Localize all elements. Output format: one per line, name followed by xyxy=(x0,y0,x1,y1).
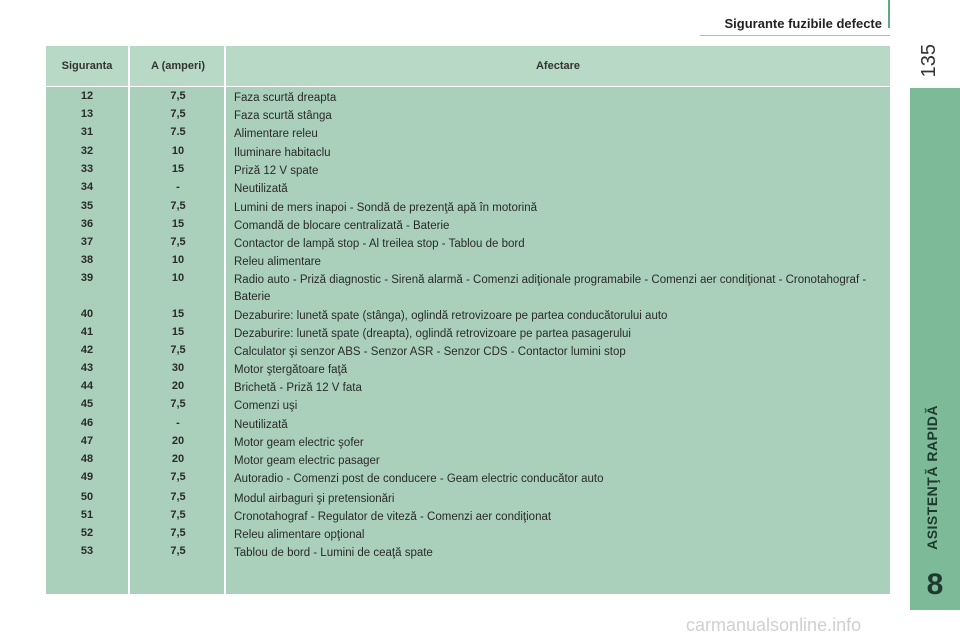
fuse-amperage: - xyxy=(176,417,180,429)
table-row xyxy=(46,145,890,163)
fuse-number: 34 xyxy=(80,181,94,193)
fuse-number: 33 xyxy=(80,163,94,175)
fuse-number: 31 xyxy=(80,126,94,138)
fuse-assignment: Releu alimentare xyxy=(234,256,321,268)
fuse-assignment: Contactor de lampă stop - Al treilea stop - Tablou de bord xyxy=(234,238,525,250)
fuse-amperage: 7,5 xyxy=(170,90,186,102)
header-divider xyxy=(700,35,890,36)
table-row xyxy=(46,344,890,362)
fuse-number: 40 xyxy=(80,308,94,320)
header-assignment: Afectare xyxy=(535,60,581,72)
section-label xyxy=(906,100,958,550)
fuse-table xyxy=(46,46,890,594)
table-row xyxy=(46,272,890,306)
fuse-amperage: 7.5 xyxy=(170,126,186,138)
table-row xyxy=(46,308,890,326)
fuse-number: 51 xyxy=(80,509,94,521)
fuse-assignment: Iluminare habitaclu xyxy=(234,147,331,159)
fuse-amperage: 15 xyxy=(171,163,185,175)
fuse-number: 48 xyxy=(80,453,94,465)
fuse-number: 39 xyxy=(80,272,94,284)
fuse-number: 46 xyxy=(80,417,94,429)
page-number: 135 xyxy=(918,44,940,78)
table-row xyxy=(46,491,890,509)
header-fuse: Siguranta xyxy=(61,60,113,72)
table-row xyxy=(46,181,890,199)
table-row xyxy=(46,254,890,272)
fuse-amperage: 7,5 xyxy=(170,200,186,212)
fuse-amperage: 15 xyxy=(171,326,185,338)
fuse-amperage: 7,5 xyxy=(170,471,186,483)
fuse-assignment: Calculator şi senzor ABS - Senzor ASR - Senzor CDS - Contactor lumini stop xyxy=(234,346,626,358)
fuse-number: 13 xyxy=(80,108,94,120)
table-row xyxy=(46,453,890,471)
fuse-number: 45 xyxy=(80,398,94,410)
table-row xyxy=(46,435,890,453)
fuse-number: 43 xyxy=(80,362,94,374)
table-row xyxy=(46,527,890,545)
watermark: carmanualsonline.info xyxy=(686,615,862,635)
fuse-amperage: 10 xyxy=(171,145,185,157)
fuse-amperage: 30 xyxy=(171,362,185,374)
fuse-number: 32 xyxy=(80,145,94,157)
fuse-assignment: Releu alimentare opţional xyxy=(234,529,365,541)
fuse-assignment: Neutilizată xyxy=(234,183,288,195)
fuse-amperage: 7,5 xyxy=(170,398,186,410)
fuse-assignment: Faza scurtă dreapta xyxy=(234,92,337,104)
fuse-assignment: Motor geam electric şofer xyxy=(234,437,364,449)
table-row xyxy=(46,218,890,236)
header-divider-line xyxy=(46,86,890,87)
fuse-number: 42 xyxy=(80,344,94,356)
fuse-assignment: Comandă de blocare centralizată - Baterie xyxy=(234,220,450,232)
fuse-assignment: Dezaburire: lunetă spate (dreapta), oglindă retrovizoare pe partea pasagerului xyxy=(234,328,631,340)
fuse-number: 47 xyxy=(80,435,94,447)
table-row xyxy=(46,163,890,181)
fuse-amperage: 7,5 xyxy=(170,545,186,557)
section-label-text: ASISTENŢĂ RAPIDĂ xyxy=(924,405,940,550)
table-row xyxy=(46,236,890,254)
table-row xyxy=(46,126,890,144)
fuse-amperage: 7,5 xyxy=(170,491,186,503)
fuse-assignment: Brichetă - Priză 12 V fata xyxy=(234,382,362,394)
fuse-assignment: Motor ştergătoare faţă xyxy=(234,364,348,376)
table-row xyxy=(46,509,890,527)
fuse-assignment: Motor geam electric pasager xyxy=(234,455,380,467)
fuse-assignment: Comenzi uşi xyxy=(234,400,298,412)
table-row xyxy=(46,398,890,416)
fuse-amperage: 15 xyxy=(171,308,185,320)
fuse-number: 53 xyxy=(80,545,94,557)
fuse-assignment: Priză 12 V spate xyxy=(234,165,319,177)
table-row xyxy=(46,471,890,489)
fuse-number: 35 xyxy=(80,200,94,212)
fuse-assignment: Autoradio - Comenzi post de conducere - Geam electric conducător auto xyxy=(234,473,604,485)
fuse-assignment: Modul airbaguri şi pretensionări xyxy=(234,493,395,505)
fuse-number: 41 xyxy=(80,326,94,338)
fuse-amperage: 7,5 xyxy=(170,527,186,539)
chapter-number: 8 xyxy=(910,560,960,610)
fuse-assignment: Alimentare releu xyxy=(234,128,318,140)
fuse-amperage: - xyxy=(176,181,180,193)
table-row xyxy=(46,90,890,108)
fuse-number: 50 xyxy=(80,491,94,503)
table-row xyxy=(46,200,890,218)
fuse-number: 36 xyxy=(80,218,94,230)
fuse-amperage: 20 xyxy=(171,453,185,465)
fuse-amperage: 10 xyxy=(171,272,185,284)
fuse-number: 44 xyxy=(80,380,94,392)
fuse-assignment: Faza scurtă stânga xyxy=(234,110,332,122)
fuse-number: 12 xyxy=(80,90,94,102)
header-accent-tick xyxy=(888,0,890,28)
fuse-assignment: Radio auto - Priză diagnostic - Sirenă alarmă - Comenzi adiţionale programabile - Comenzi aer condiţionat - Cronotahograf - Baterie xyxy=(234,274,867,303)
fuse-number: 52 xyxy=(80,527,94,539)
fuse-number: 37 xyxy=(80,236,94,248)
fuse-assignment: Dezaburire: lunetă spate (stânga), oglindă retrovizoare pe partea conducătorului auto xyxy=(234,310,668,322)
fuse-assignment: Cronotahograf - Regulator de viteză - Comenzi aer condiţionat xyxy=(234,511,552,523)
fuse-amperage: 20 xyxy=(171,380,185,392)
fuse-amperage: 7,5 xyxy=(170,108,186,120)
fuse-amperage: 20 xyxy=(171,435,185,447)
fuse-assignment: Lumini de mers inapoi - Sondă de prezenţă apă în motorină xyxy=(234,202,538,214)
fuse-assignment: Neutilizată xyxy=(234,419,288,431)
fuse-amperage: 15 xyxy=(171,218,185,230)
fuse-amperage: 10 xyxy=(171,254,185,266)
fuse-number: 38 xyxy=(80,254,94,266)
table-row xyxy=(46,545,890,563)
header-amps: A (amperi) xyxy=(151,60,205,72)
table-row xyxy=(46,380,890,398)
fuse-number: 49 xyxy=(80,471,94,483)
fuse-assignment: Tablou de bord - Lumini de ceaţă spate xyxy=(234,547,433,559)
fuse-amperage: 7,5 xyxy=(170,509,186,521)
table-row xyxy=(46,108,890,126)
table-row xyxy=(46,362,890,380)
table-row xyxy=(46,417,890,435)
fuse-amperage: 7,5 xyxy=(170,344,186,356)
page-header-title: Sigurante fuzibile defecte xyxy=(724,16,882,31)
table-row xyxy=(46,326,890,344)
fuse-amperage: 7,5 xyxy=(170,236,186,248)
